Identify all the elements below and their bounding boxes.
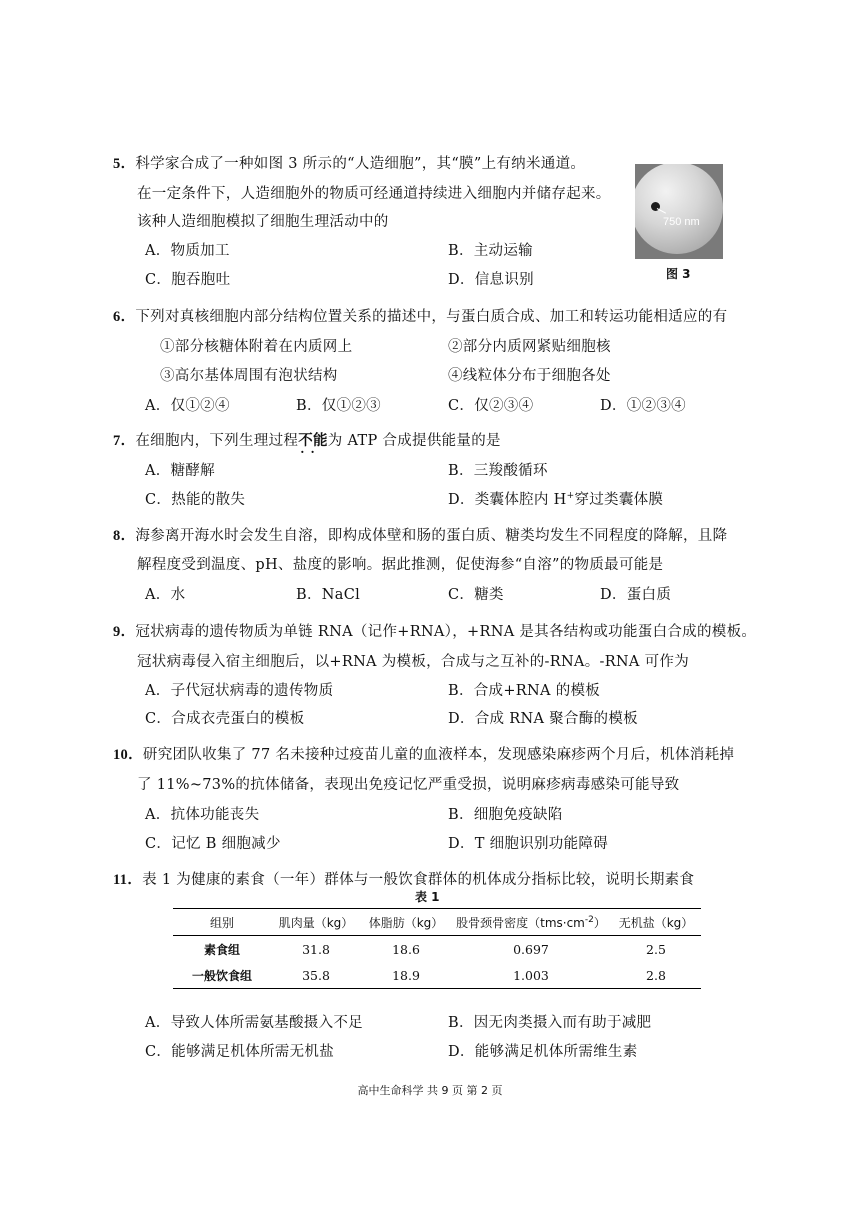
option-c[interactable]: C．能够满足机体所需无机盐 bbox=[145, 1044, 334, 1060]
question-10-line2: 了 11%~73%的抗体储备，表现出免疫记忆严重受损，说明麻疹病毒感染可能导致 bbox=[137, 777, 680, 793]
question-5-line1: 5．科学家合成了一种如图 3 所示的“人造细胞”，其“膜”上有纳米通道。 bbox=[113, 156, 586, 172]
question-8-line2: 解程度受到温度、pH、盐度的影响。据此推测，促使海参“自溶”的物质最可能是 bbox=[137, 557, 664, 573]
column-header: 组别 bbox=[209, 915, 234, 930]
question-number: 7 bbox=[113, 433, 121, 449]
question-number: 8 bbox=[113, 528, 121, 544]
option-d[interactable]: D．T 细胞识别功能障碍 bbox=[448, 836, 609, 852]
option-b[interactable]: B．因无肉类摄入而有助于减肥 bbox=[448, 1015, 652, 1031]
question-number: 10 bbox=[113, 747, 129, 763]
statement-1: ①部分核糖体附着在内质网上 bbox=[160, 339, 353, 355]
question-10-line1: 10．研究团队收集了 77 名未接种过疫苗儿童的血液样本，发现感染麻疹两个月后，机体消耗掉 bbox=[113, 747, 735, 763]
question-number: 5 bbox=[113, 156, 121, 172]
option-d[interactable]: D．类囊体腔内 H+穿过类囊体膜 bbox=[448, 491, 664, 508]
statement-3: ③高尔基体周围有泡状结构 bbox=[160, 368, 338, 384]
option-c[interactable]: C．合成衣壳蛋白的模板 bbox=[145, 711, 305, 727]
column-header: 体脂肪（kg） bbox=[368, 915, 444, 930]
column-header: 无机盐（kg） bbox=[618, 915, 694, 930]
option-c[interactable]: C．仅②③④ bbox=[448, 398, 534, 414]
question-11-line1: 11．表 1 为健康的素食（一年）群体与一般饮食群体的机体成分指标比较，说明长期素食 bbox=[113, 872, 695, 888]
option-b[interactable]: B．三羧酸循环 bbox=[448, 463, 548, 479]
statement-2: ②部分内质网紧贴细胞核 bbox=[448, 339, 611, 355]
table-cell: 35.8 bbox=[302, 967, 330, 983]
column-header: 肌肉量（kg） bbox=[278, 915, 354, 930]
option-b[interactable]: B．主动运输 bbox=[448, 243, 533, 259]
question-9-line2: 冠状病毒侵入宿主细胞后，以+RNA 为模板，合成与之互补的-RNA。-RNA 可作为 bbox=[137, 654, 689, 670]
question-number: 6 bbox=[113, 309, 121, 325]
option-d[interactable]: D．能够满足机体所需维生素 bbox=[448, 1044, 638, 1060]
table-cell: 2.5 bbox=[646, 941, 666, 957]
option-a[interactable]: A．导致人体所需氨基酸摄入不足 bbox=[145, 1015, 363, 1031]
option-b[interactable]: B．NaCl bbox=[296, 587, 361, 603]
question-7-line1: 7．在细胞内，下列生理过程不能 · ·为 ATP 合成提供能量的是 bbox=[113, 429, 501, 450]
question-number: 11 bbox=[113, 872, 128, 888]
table-cell: 0.697 bbox=[513, 941, 549, 957]
question-number: 9 bbox=[113, 624, 121, 640]
option-d[interactable]: D．信息识别 bbox=[448, 272, 534, 288]
row-label: 素食组 bbox=[203, 942, 240, 957]
option-d[interactable]: D．合成 RNA 聚合酶的模板 bbox=[448, 711, 638, 727]
table-cell: 31.8 bbox=[302, 941, 330, 957]
question-9-line1: 9．冠状病毒的遗传物质为单链 RNA（记作+RNA），+RNA 是其各结构或功能蛋白合成的模板。 bbox=[113, 624, 757, 640]
table-cell: 1.003 bbox=[513, 967, 549, 983]
question-8-line1: 8．海参离开海水时会发生自溶，即构成体壁和肠的蛋白质、糖类均发生不同程度的降解，且降 bbox=[113, 528, 728, 544]
option-a[interactable]: A．水 bbox=[145, 587, 186, 603]
table-row bbox=[173, 962, 701, 989]
option-a[interactable]: A．抗体功能丧失 bbox=[145, 807, 260, 823]
emphasis-text: 不能 · · bbox=[298, 432, 328, 449]
option-d[interactable]: D．蛋白质 bbox=[600, 587, 672, 603]
option-a[interactable]: A．物质加工 bbox=[145, 243, 230, 259]
option-a[interactable]: A．糖酵解 bbox=[145, 463, 215, 479]
table-caption: 表 1 bbox=[415, 890, 440, 904]
table-cell: 2.8 bbox=[646, 967, 666, 983]
option-c[interactable]: C．胞吞胞吐 bbox=[145, 272, 231, 288]
question-6-line1: 6．下列对真核细胞内部分结构位置关系的描述中，与蛋白质合成、加工和转运功能相适应的有 bbox=[113, 309, 728, 325]
table-cell: 18.6 bbox=[392, 941, 420, 957]
page-footer: 高中生命科学 共 9 页 第 2 页 bbox=[357, 1084, 503, 1097]
option-c[interactable]: C．热能的散失 bbox=[145, 492, 246, 508]
table-row bbox=[173, 936, 701, 963]
figure-caption: 图 3 bbox=[666, 267, 691, 281]
table-header-row bbox=[173, 909, 701, 936]
column-header: 股骨颈骨密度$(tms\cdot cm^{-2})$ bbox=[456, 914, 606, 930]
option-b[interactable]: B．合成+RNA 的模板 bbox=[448, 683, 601, 699]
question-5-line3: 该种人造细胞模拟了细胞生理活动中的 bbox=[137, 214, 389, 230]
option-c[interactable]: C．糖类 bbox=[448, 587, 504, 603]
option-d[interactable]: D．①②③④ bbox=[600, 398, 686, 414]
row-label: 一般饮食组 bbox=[191, 968, 252, 983]
option-a[interactable]: A．子代冠状病毒的遗传物质 bbox=[145, 683, 334, 699]
statement-4: ④线粒体分布于细胞各处 bbox=[448, 368, 611, 384]
option-a[interactable]: A．仅①②④ bbox=[145, 398, 230, 414]
body-composition-table bbox=[173, 908, 701, 989]
scale-label: 750 nm bbox=[663, 216, 700, 228]
question-5-line2: 在一定条件下，人造细胞外的物质可经通道持续进入细胞内并储存起来。 bbox=[137, 186, 611, 202]
option-c[interactable]: C．记忆 B 细胞减少 bbox=[145, 836, 281, 852]
artificial-cell-figure bbox=[635, 164, 723, 259]
option-b[interactable]: B．仅①②③ bbox=[296, 398, 381, 414]
option-b[interactable]: B．细胞免疫缺陷 bbox=[448, 807, 563, 823]
table-cell: 18.9 bbox=[392, 967, 420, 983]
